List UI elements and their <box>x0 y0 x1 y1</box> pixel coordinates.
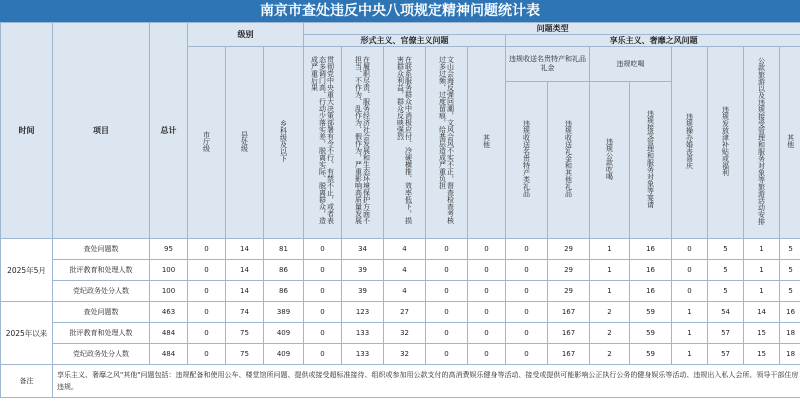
header-formalism-col-4: 文山会海反弹回潮，文风会风不实不正，督查检查考核过多过频、过度留痕，给基层造成严重负担 <box>426 47 468 239</box>
value-cell: 484 <box>150 344 188 365</box>
value-cell: 0 <box>426 281 468 302</box>
item-cell: 查处问题数 <box>53 302 150 323</box>
header-hedonism-col-allowance: 违规发放津补贴或福利 <box>708 47 744 239</box>
table-row <box>1 344 800 365</box>
value-cell: 0 <box>304 323 342 344</box>
value-cell: 57 <box>708 323 744 344</box>
header-level-county: 县处级 <box>226 47 264 239</box>
item-cell: 党纪政务处分人数 <box>53 344 150 365</box>
statistics-table <box>0 22 800 398</box>
value-cell: 0 <box>188 239 226 260</box>
value-cell: 0 <box>304 239 342 260</box>
header-total: 总计 <box>150 23 188 239</box>
value-cell: 14 <box>226 260 264 281</box>
header-gift-col-1: 违规收送名贵特产类礼品 <box>506 82 548 239</box>
header-gift-col-2: 违规收送礼金和其他礼品 <box>548 82 590 239</box>
value-cell: 5 <box>780 260 800 281</box>
value-cell: 1 <box>744 239 780 260</box>
value-cell: 32 <box>384 323 426 344</box>
value-cell: 29 <box>548 281 590 302</box>
value-cell: 86 <box>264 281 304 302</box>
header-time: 时间 <box>1 23 53 239</box>
value-cell: 0 <box>672 239 708 260</box>
value-cell: 4 <box>384 260 426 281</box>
value-cell: 86 <box>264 260 304 281</box>
value-cell: 100 <box>150 281 188 302</box>
value-cell: 39 <box>342 260 384 281</box>
value-cell: 0 <box>506 323 548 344</box>
value-cell: 14 <box>226 281 264 302</box>
header-formalism: 形式主义、官僚主义问题 <box>304 35 506 47</box>
value-cell: 54 <box>708 302 744 323</box>
value-cell: 0 <box>506 239 548 260</box>
value-cell: 5 <box>780 281 800 302</box>
value-cell: 1 <box>672 344 708 365</box>
value-cell: 95 <box>150 239 188 260</box>
value-cell: 75 <box>226 344 264 365</box>
value-cell: 81 <box>264 239 304 260</box>
value-cell: 0 <box>188 302 226 323</box>
header-hedonism-col-wedding: 违规操办婚丧喜庆 <box>672 47 708 239</box>
value-cell: 0 <box>468 260 506 281</box>
value-cell: 2 <box>590 344 630 365</box>
time-cell: 2025年以来 <box>1 302 53 365</box>
value-cell: 167 <box>548 344 590 365</box>
value-cell: 14 <box>744 302 780 323</box>
value-cell: 14 <box>226 239 264 260</box>
header-eat-col-1: 违规公款吃喝 <box>590 82 630 239</box>
value-cell: 16 <box>630 239 672 260</box>
value-cell: 32 <box>384 344 426 365</box>
header-hedonism-col-travel: 公款旅游以及违规接受管理和服务对象等旅游活动安排 <box>744 47 780 239</box>
value-cell: 18 <box>780 323 800 344</box>
value-cell: 74 <box>226 302 264 323</box>
value-cell: 0 <box>468 323 506 344</box>
header-formalism-col-3: 在联系服务群众中消极应付、冷硬横推、效率低下，损害群众利益，群众反映强烈 <box>384 47 426 239</box>
value-cell: 0 <box>426 302 468 323</box>
value-cell: 167 <box>548 323 590 344</box>
value-cell: 59 <box>630 323 672 344</box>
value-cell: 0 <box>468 302 506 323</box>
value-cell: 75 <box>226 323 264 344</box>
page-title: 南京市查处违反中央八项规定精神问题统计表 <box>0 0 800 22</box>
value-cell: 5 <box>708 281 744 302</box>
value-cell: 27 <box>384 302 426 323</box>
value-cell: 1 <box>672 323 708 344</box>
item-cell: 党纪政务处分人数 <box>53 281 150 302</box>
item-cell: 批评教育和处理人数 <box>53 323 150 344</box>
value-cell: 16 <box>780 302 800 323</box>
value-cell: 1 <box>590 260 630 281</box>
note-text: 享乐主义、奢靡之风"其他"问题包括：违规配备和使用公车、楼堂馆所问题、提供或接受超标准接待、组织或参加用公款支付的高消费娱乐健身等活动、接受或提供可能影响公正执行公务的健身娱乐等活动、违规出入私人会所、领导干部住房违规。 <box>53 365 800 398</box>
header-formalism-other: 其他 <box>468 47 506 239</box>
item-cell: 查处问题数 <box>53 239 150 260</box>
value-cell: 1 <box>744 281 780 302</box>
value-cell: 0 <box>426 323 468 344</box>
value-cell: 16 <box>630 281 672 302</box>
value-cell: 4 <box>384 239 426 260</box>
value-cell: 1 <box>744 260 780 281</box>
value-cell: 5 <box>708 260 744 281</box>
value-cell: 0 <box>468 281 506 302</box>
value-cell: 4 <box>384 281 426 302</box>
value-cell: 0 <box>468 239 506 260</box>
value-cell: 15 <box>744 344 780 365</box>
value-cell: 484 <box>150 323 188 344</box>
table-row <box>1 260 800 281</box>
header-level: 级别 <box>188 23 304 47</box>
value-cell: 100 <box>150 260 188 281</box>
value-cell: 0 <box>426 239 468 260</box>
value-cell: 39 <box>342 281 384 302</box>
value-cell: 0 <box>506 281 548 302</box>
value-cell: 0 <box>188 323 226 344</box>
value-cell: 409 <box>264 344 304 365</box>
value-cell: 18 <box>780 344 800 365</box>
note-label: 备注 <box>1 365 53 398</box>
value-cell: 59 <box>630 344 672 365</box>
value-cell: 57 <box>708 344 744 365</box>
value-cell: 5 <box>780 239 800 260</box>
table-row <box>1 239 800 260</box>
value-cell: 0 <box>506 260 548 281</box>
table-row <box>1 281 800 302</box>
header-eat-col-2: 违规接受管理和服务对象等宴请 <box>630 82 672 239</box>
value-cell: 29 <box>548 260 590 281</box>
value-cell: 2 <box>590 323 630 344</box>
header-gift-group: 违规收送名贵特产和礼品礼金 <box>506 47 590 82</box>
header-problem-type: 问题类型 <box>304 23 800 35</box>
value-cell: 5 <box>708 239 744 260</box>
value-cell: 0 <box>506 302 548 323</box>
value-cell: 59 <box>630 302 672 323</box>
header-hedonism-other: 其他 <box>780 47 800 239</box>
time-cell: 2025年5月 <box>1 239 53 302</box>
value-cell: 1 <box>590 239 630 260</box>
value-cell: 0 <box>188 344 226 365</box>
header-formalism-col-1: 贯彻党中央重大决策部署有令不行、有禁不止，或者表态多调门高、行动少落实差，脱离实际、脱离群众，造成严重后果 <box>304 47 342 239</box>
value-cell: 2 <box>590 302 630 323</box>
value-cell: 0 <box>304 260 342 281</box>
value-cell: 0 <box>506 344 548 365</box>
value-cell: 15 <box>744 323 780 344</box>
header-formalism-col-2: 在履职尽责、服务经济社会发展和生态环境保护方面不担当、不作为、乱作为、假作为，严重影响高质量发展 <box>342 47 384 239</box>
header-hedonism: 享乐主义、奢靡之风问题 <box>506 35 800 47</box>
header-eat-group: 违规吃喝 <box>590 47 672 82</box>
value-cell: 0 <box>672 281 708 302</box>
value-cell: 1 <box>672 302 708 323</box>
table-row <box>1 302 800 323</box>
value-cell: 0 <box>426 344 468 365</box>
value-cell: 0 <box>304 344 342 365</box>
value-cell: 0 <box>672 260 708 281</box>
value-cell: 133 <box>342 323 384 344</box>
value-cell: 0 <box>188 281 226 302</box>
header-level-city: 市厅级 <box>188 47 226 239</box>
value-cell: 123 <box>342 302 384 323</box>
value-cell: 0 <box>468 344 506 365</box>
item-cell: 批评教育和处理人数 <box>53 260 150 281</box>
header-level-township: 乡科级及以下 <box>264 47 304 239</box>
header-item: 项目 <box>53 23 150 239</box>
value-cell: 16 <box>630 260 672 281</box>
value-cell: 1 <box>590 281 630 302</box>
value-cell: 167 <box>548 302 590 323</box>
value-cell: 34 <box>342 239 384 260</box>
value-cell: 0 <box>426 260 468 281</box>
value-cell: 463 <box>150 302 188 323</box>
value-cell: 0 <box>188 260 226 281</box>
value-cell: 29 <box>548 239 590 260</box>
value-cell: 409 <box>264 323 304 344</box>
value-cell: 389 <box>264 302 304 323</box>
value-cell: 0 <box>304 302 342 323</box>
value-cell: 133 <box>342 344 384 365</box>
value-cell: 0 <box>304 281 342 302</box>
table-row <box>1 323 800 344</box>
